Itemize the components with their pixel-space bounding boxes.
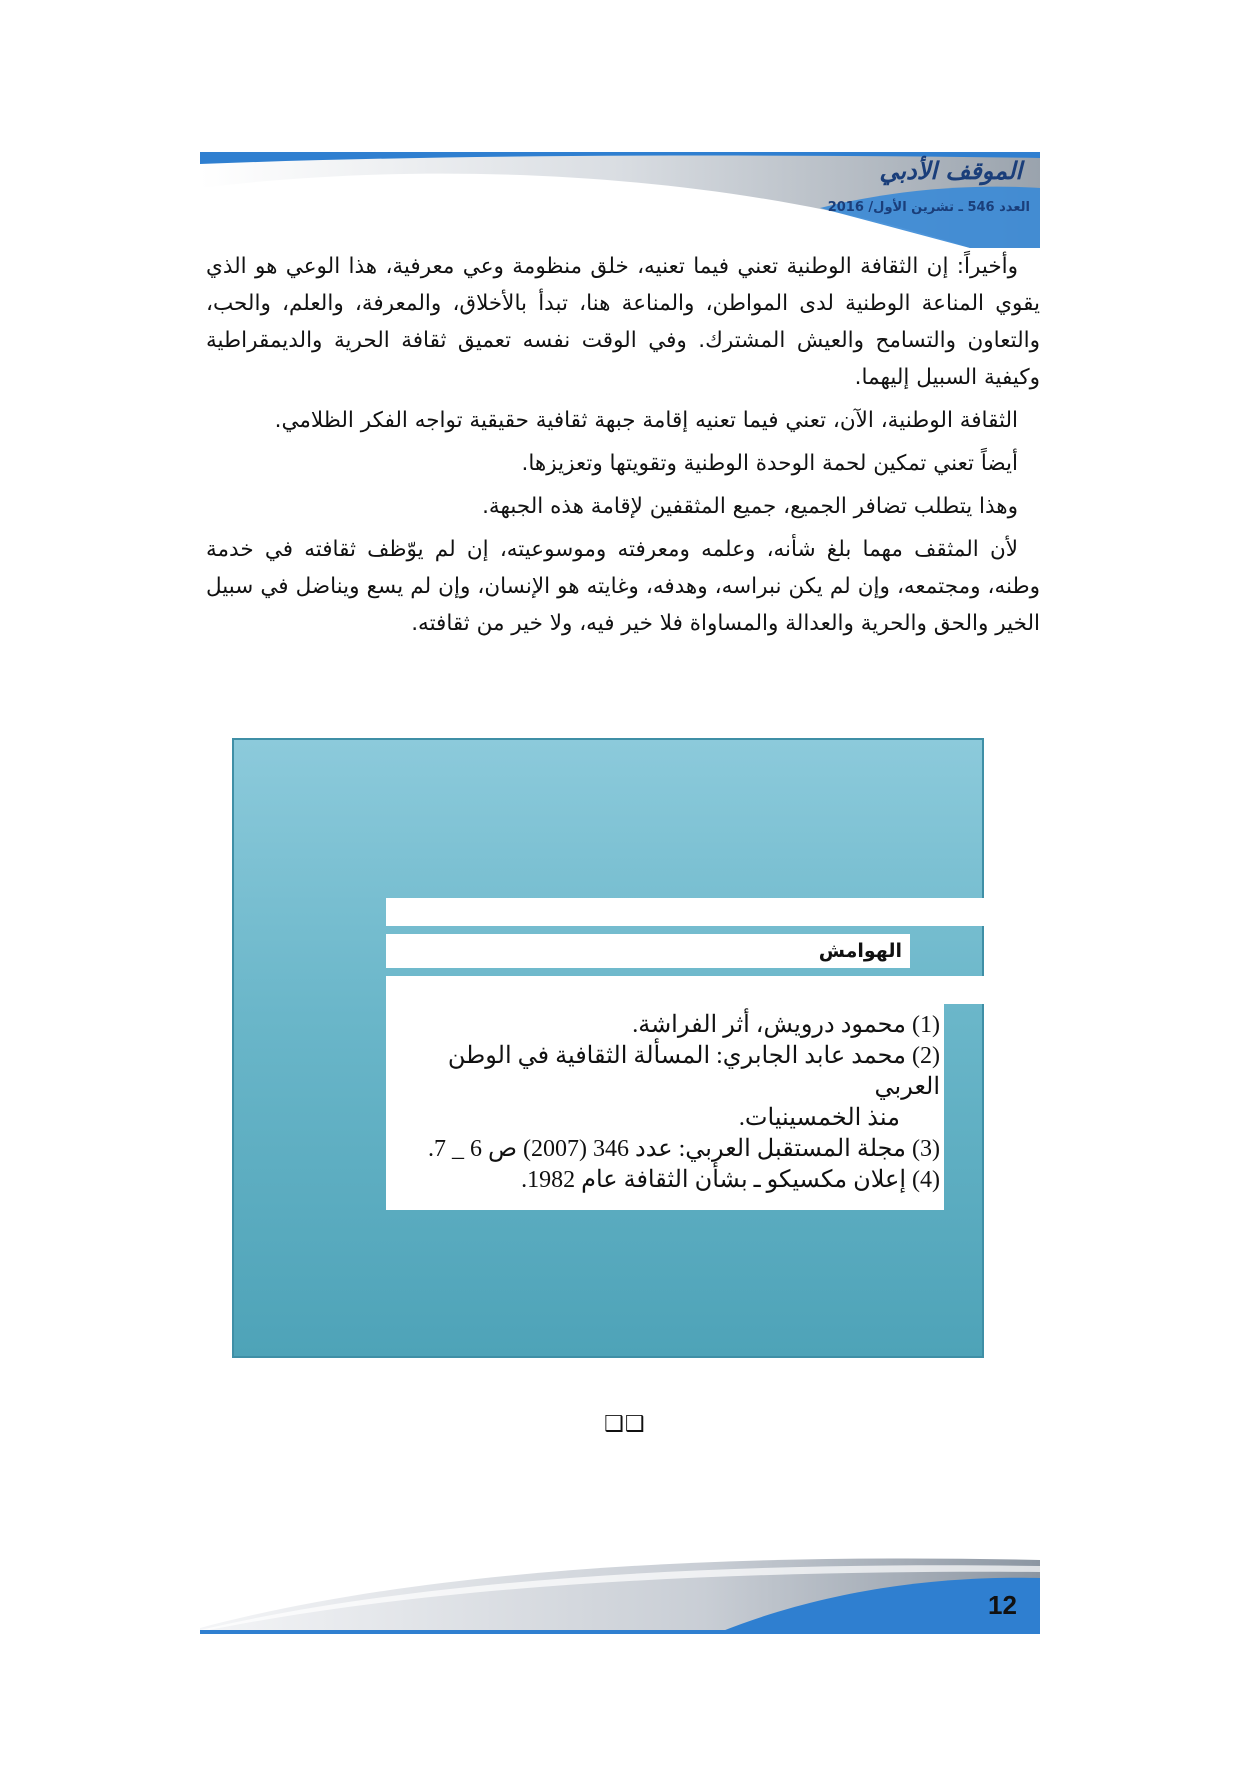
paragraph: لأن المثقف مهما بلغ شأنه، وعلمه ومعرفته وموسوعيته، إن لم يوّظف ثقافته في خدمة وطنه، ومجتمعه، وإن لم يكن نبراسه، وهدفه، وغايته هو الإنسان، وإن لم يسع ويناضل في سبيل الخير والحق والحرية والعدالة والمساواة فلا خير فيه، ولا خير من ثقافته. [206,537,1040,636]
footnotes-list [386,998,944,1210]
footnote-item: (3) مجلة المستقبل العربي: عدد 346 (2007) ص 6 _ 7. [428,1136,940,1162]
paragraph: وأخيراً: إن الثقافة الوطنية تعني فيما تعنيه، خلق منظومة وعي معرفية، هذا الوعي هو الذي يقوي المناعة الوطنية لدى المواطن، والمناعة هنا، تبدأ بالأخلاق، والمعرفة، والعلم، والحب، والتعاون والتسامح والعيش المشترك. وفي الوقت نفسه تعميق ثقافة الحرية والديمقراطية وكيفية السبيل إليهما. [206,254,1040,390]
paragraph: وهذا يتطلب تضافر الجميع، جميع المثقفين لإقامة هذه الجبهة. [482,494,1018,519]
paragraph: الثقافة الوطنية، الآن، تعني فيما تعنيه إقامة جبهة ثقافية حقيقية تواجه الفكر الظلامي. [274,408,1018,433]
issue-line: العدد 546 ـ تشرين الأول/ 2016 [827,200,1030,215]
paragraph: أيضاً تعني تمكين لحمة الوحدة الوطنية وتقويتها وتعزيزها. [521,451,1018,476]
footnote-item: (4) إعلان مكسيكو ـ بشأن الثقافة عام 1982. [521,1167,940,1193]
footnote-item: (1) محمود درويش، أثر الفراشة. [632,1012,940,1038]
footnotes-box [232,738,984,1358]
footnotes-title: الهوامش [818,940,902,962]
header-band [200,148,1040,250]
article-body [206,248,1040,648]
page-number: 12 [988,1590,1017,1620]
footnotes-title-bar [386,934,910,968]
footnote-item: (2) محمد عابد الجابري: المسألة الثقافية في الوطن العربي [447,1043,940,1100]
footer-swoosh [200,1554,1040,1636]
end-of-article-mark: ❑❑ [604,1412,646,1437]
footnote-continuation: منذ الخمسينيات. [738,1105,900,1131]
decorative-strip [386,898,984,926]
footer-band [200,1554,1040,1636]
magazine-logo: الموقف الأدبي [879,156,1022,185]
